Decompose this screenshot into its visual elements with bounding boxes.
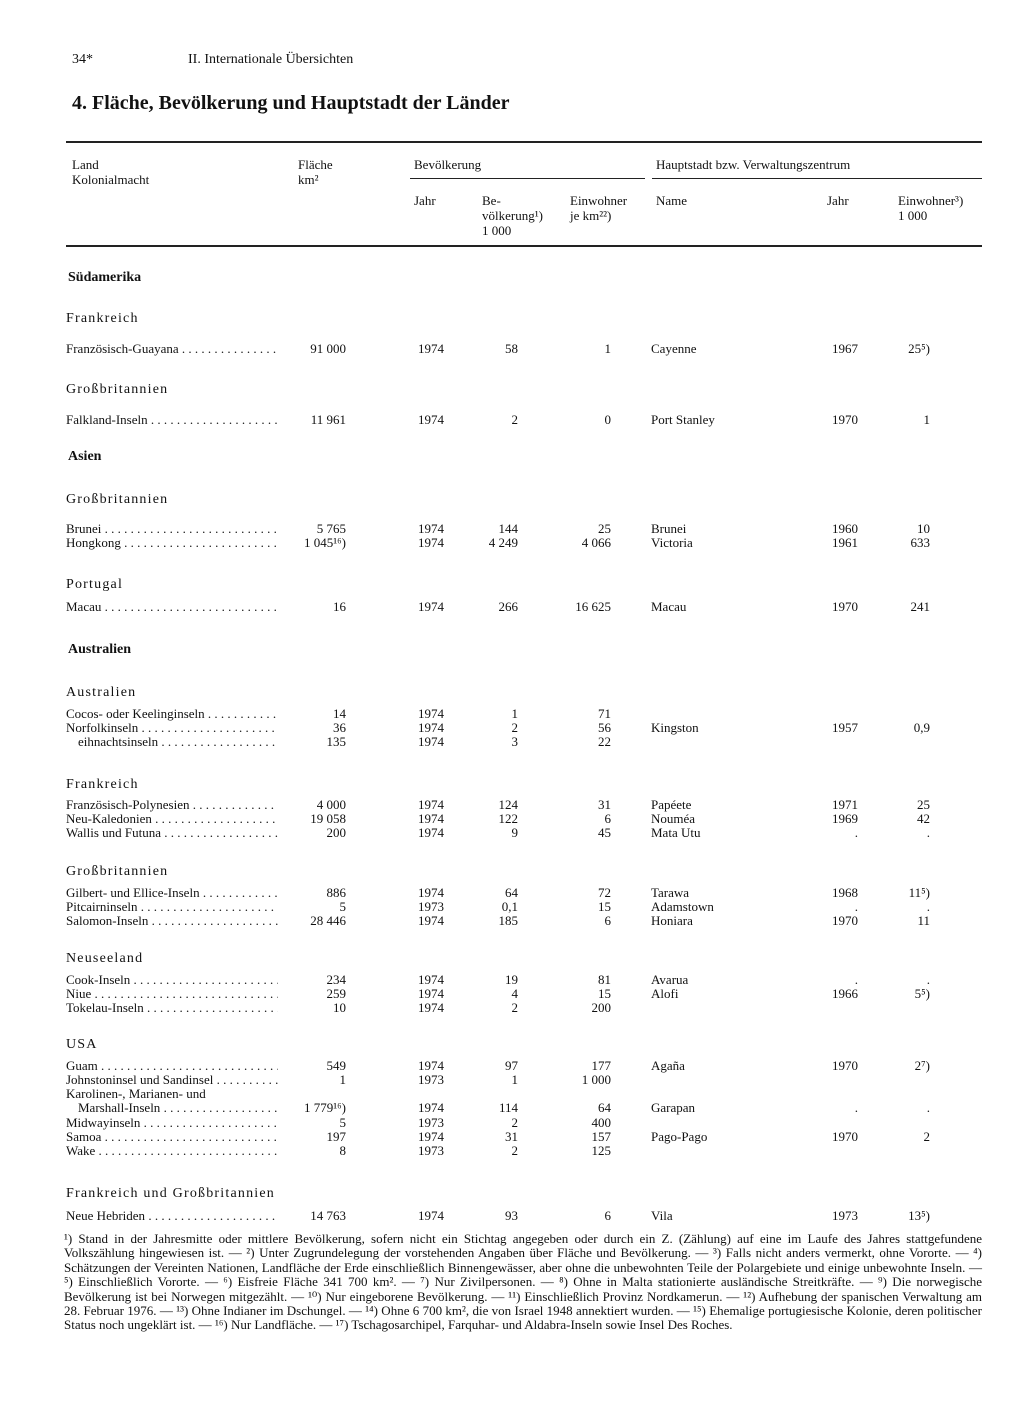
cell-bevoelkerung: 114 (498, 1100, 518, 1115)
table-row (0, 536, 1024, 550)
table-row (0, 600, 1024, 614)
cell-dichte: 31 (598, 797, 611, 812)
cell-bevoelkerung: 19 (505, 972, 518, 987)
cell-flaeche: 1 (339, 1072, 346, 1087)
cell-jahr: 1974 (418, 1000, 444, 1015)
cell-dichte: 16 625 (575, 599, 611, 614)
cell-land: Tokelau-Inseln . . . (66, 1001, 278, 1015)
cell-land: Midwayinseln . . . (66, 1116, 278, 1130)
section-title: II. Internationale Übersichten (188, 52, 354, 67)
cell-dichte: 71 (598, 706, 611, 721)
cell-flaeche: 197 (326, 1129, 346, 1144)
cell-dichte: 6 (604, 1208, 611, 1223)
cell-bevoelkerung: 144 (498, 521, 518, 536)
cell-flaeche: 5 (339, 1115, 346, 1130)
table-row (0, 1116, 1024, 1130)
header-kolonialmacht: Kolonialmacht (72, 172, 150, 187)
cell-bevoelkerung: 2 (511, 1143, 518, 1158)
cell-bevoelkerung: 1 (511, 1072, 518, 1087)
cell-hauptstadt: Alofi (651, 986, 679, 1001)
colonial-power-heading: Frankreich und Großbritannien (66, 1186, 275, 1201)
cell-land: Norfolkinseln . . . (66, 721, 278, 735)
cell-jahr: 1974 (418, 734, 444, 749)
cell-land: Niue . . . (66, 987, 278, 1001)
cell-jahr: 1974 (418, 599, 444, 614)
cell-land: Pitcairninseln . . . (66, 900, 278, 914)
header-h-ew-line1: Einwohner³) (898, 193, 964, 208)
cell-hauptstadt-einwohner: 25 (917, 797, 930, 812)
cell-bevoelkerung: 122 (498, 811, 518, 826)
cell-flaeche: 5 765 (316, 521, 346, 536)
cell-flaeche: 1 045¹⁶) (303, 535, 346, 550)
region-heading: Asien (68, 449, 102, 464)
cell-land: Neue Hebriden . . . (66, 1209, 278, 1223)
cell-jahr: 1974 (418, 1129, 444, 1144)
cell-dichte: 157 (591, 1129, 611, 1144)
header-rule (66, 245, 982, 247)
cell-jahr: 1974 (418, 706, 444, 721)
cell-hauptstadt: Pago-Pago (651, 1129, 708, 1144)
cell-jahr: 1974 (418, 535, 444, 550)
running-header (72, 52, 353, 68)
cell-flaeche: 91 000 (310, 341, 346, 356)
cell-hauptstadt: Adamstown (651, 899, 714, 914)
cell-hauptstadt-jahr: 1971 (832, 797, 858, 812)
cell-hauptstadt-jahr: 1966 (832, 986, 858, 1001)
footnote: ¹⁴) Ohne 6 700 km², die von Israel 1948 annektiert wurden. — (365, 1303, 690, 1319)
cell-bevoelkerung: 0,1 (501, 899, 518, 914)
cell-flaeche: 5 (339, 899, 346, 914)
cell-flaeche: 36 (333, 720, 346, 735)
cell-hauptstadt: Avarua (651, 972, 689, 987)
footnote: ¹) Stand in der Jahresmitte oder mittlere Bevölkerung, sofern nicht ein Stichtag angegeben oder durch ein Z. (Zählung) auf eine im Laufe des Jahres stattgefundene Volkszählung hingewiesen ist. — (64, 1231, 982, 1261)
header-ew-line1: Einwohner (570, 193, 628, 208)
top-rule (66, 141, 982, 143)
cell-land: Cook-Inseln . . . (66, 973, 278, 987)
cell-dichte: 72 (598, 885, 611, 900)
colonial-power-heading: USA (66, 1037, 98, 1052)
cell-jahr: 1973 (418, 1143, 444, 1158)
cell-hauptstadt: Honiara (651, 913, 693, 928)
table-row (0, 1001, 1024, 1015)
cell-hauptstadt-einwohner: 5⁵) (914, 986, 930, 1001)
cell-hauptstadt: Vila (651, 1208, 673, 1223)
table-row (0, 1059, 1024, 1073)
cell-bevoelkerung: 2 (511, 412, 518, 427)
cell-land: Wake . . . (66, 1144, 278, 1158)
cell-hauptstadt-jahr: 1970 (832, 1129, 858, 1144)
cell-jahr: 1974 (418, 885, 444, 900)
cell-jahr: 1974 (418, 972, 444, 987)
cell-hauptstadt: Cayenne (651, 341, 697, 356)
cell-hauptstadt-einwohner: 241 (910, 599, 930, 614)
footnotes (64, 1232, 982, 1333)
cell-land: Marshall-Inseln . . . (78, 1101, 278, 1115)
colonial-power-heading: Neuseeland (66, 951, 144, 966)
cell-hauptstadt-einwohner: 1 (923, 412, 930, 427)
colonial-power-heading: Frankreich (66, 777, 139, 792)
footnote: ⁹) Die norwegische Bevölkerung ist bei Norwegen mitgezählt. — (64, 1274, 983, 1304)
cell-flaeche: 135 (326, 734, 346, 749)
cell-dichte: 400 (591, 1115, 611, 1130)
cell-hauptstadt-jahr: 1969 (832, 811, 858, 826)
cell-jahr: 1974 (418, 1208, 444, 1223)
table-row (0, 973, 1024, 987)
cell-flaeche: 234 (326, 972, 346, 987)
table-row (0, 987, 1024, 1001)
cell-bevoelkerung: 2 (511, 720, 518, 735)
footnote: ¹⁷) Tschagosarchipel, Farquhar- und Aldabra-Inseln sowie Insel Des Roches. (335, 1317, 733, 1333)
cell-jahr: 1974 (418, 986, 444, 1001)
cell-hauptstadt-jahr: 1973 (832, 1208, 858, 1223)
cell-dichte: 6 (604, 811, 611, 826)
cell-jahr: 1974 (418, 825, 444, 840)
table-row (0, 707, 1024, 721)
cell-jahr: 1973 (418, 899, 444, 914)
cell-hauptstadt-einwohner: 2⁷) (914, 1058, 930, 1073)
cell-land: Gilbert- und Ellice-Inseln . . . (66, 886, 278, 900)
cell-flaeche: 259 (326, 986, 346, 1001)
footnote: ⁶) Eisfreie Fläche 341 700 km². — (223, 1274, 415, 1290)
cell-land: Hongkong . . . (66, 536, 278, 550)
hauptstadt-rule (652, 178, 982, 179)
cell-dichte: 22 (598, 734, 611, 749)
table-row (0, 1073, 1024, 1087)
cell-land: Macau . . . (66, 600, 278, 614)
cell-hauptstadt: Macau (651, 599, 687, 614)
cell-hauptstadt: Victoria (651, 535, 693, 550)
cell-hauptstadt-einwohner: 25⁵) (908, 341, 930, 356)
cell-jahr: 1974 (418, 341, 444, 356)
cell-dichte: 25 (598, 521, 611, 536)
cell-hauptstadt: Port Stanley (651, 412, 715, 427)
cell-hauptstadt-einwohner: 10 (917, 521, 930, 536)
table-row (0, 1101, 1024, 1115)
cell-hauptstadt-einwohner: 0,9 (913, 720, 930, 735)
cell-hauptstadt: Kingston (651, 720, 699, 735)
cell-dichte: 15 (598, 986, 611, 1001)
cell-jahr: 1974 (418, 811, 444, 826)
cell-flaeche: 200 (326, 825, 346, 840)
header-bevoelkerung: Bevölkerung (414, 157, 482, 172)
cell-hauptstadt-einwohner: 11⁵) (908, 885, 930, 900)
cell-jahr: 1974 (418, 1058, 444, 1073)
cell-flaeche: 14 763 (310, 1208, 346, 1223)
region-heading: Australien (68, 642, 131, 657)
cell-hauptstadt-einwohner: . (926, 899, 930, 914)
table-row (0, 735, 1024, 749)
table-row (0, 1144, 1024, 1158)
cell-dichte: 15 (598, 899, 611, 914)
cell-bevoelkerung: 4 249 (488, 535, 518, 550)
table-row (0, 798, 1024, 812)
cell-hauptstadt-jahr: 1957 (832, 720, 858, 735)
cell-flaeche: 886 (326, 885, 346, 900)
cell-hauptstadt-einwohner: . (926, 972, 930, 987)
table-row (0, 1209, 1024, 1223)
cell-hauptstadt-jahr: 1970 (832, 1058, 858, 1073)
header-bev-line1: Be- (482, 193, 501, 208)
cell-land: Falkland-Inseln . . . (66, 413, 278, 427)
cell-hauptstadt-jahr: 1967 (832, 341, 858, 356)
cell-bevoelkerung: 97 (505, 1058, 518, 1073)
cell-land: Französisch-Polynesien . . . (66, 798, 278, 812)
cell-hauptstadt-einwohner: . (926, 825, 930, 840)
cell-land: Französisch-Guayana . . . (66, 342, 278, 356)
cell-land: eihnachtsinseln . . . (78, 735, 278, 749)
footnote: ¹¹) Einschließlich Provinz Nordkamerun. — (508, 1288, 740, 1304)
cell-hauptstadt: Tarawa (651, 885, 690, 900)
cell-jahr: 1974 (418, 913, 444, 928)
cell-bevoelkerung: 9 (511, 825, 518, 840)
cell-hauptstadt: Brunei (651, 521, 687, 536)
header-h-ew-line2: 1 000 (898, 208, 928, 223)
cell-bevoelkerung: 124 (498, 797, 518, 812)
footnote: ⁷) Nur Zivilpersonen. — (420, 1274, 554, 1290)
cell-jahr: 1973 (418, 1072, 444, 1087)
page-number: 34* (72, 52, 93, 67)
header-hauptstadt: Hauptstadt bzw. Verwaltungszentrum (656, 157, 851, 172)
table-row (0, 1087, 1024, 1101)
cell-hauptstadt-jahr: 1961 (832, 535, 858, 550)
cell-hauptstadt-jahr: 1970 (832, 913, 858, 928)
cell-land: Salomon-Inseln . . . (66, 914, 278, 928)
cell-jahr: 1974 (418, 797, 444, 812)
bevoelkerung-rule (410, 178, 645, 179)
cell-hauptstadt-einwohner: 2 (923, 1129, 930, 1144)
cell-jahr: 1973 (418, 1115, 444, 1130)
cell-hauptstadt-jahr: . (854, 972, 858, 987)
cell-jahr: 1974 (418, 412, 444, 427)
cell-hauptstadt-einwohner: 42 (917, 811, 930, 826)
header-flaeche: Fläche (298, 157, 333, 172)
footnote: ⁴) Schätzungen der Vereinten Nationen, Landfläche der Erde einschließlich Binnengewässer, aber ohne die unbewohnten Teile der Polargebiete und einige unbewohnte Inseln. — (64, 1245, 983, 1275)
cell-flaeche: 8 (339, 1143, 346, 1158)
cell-land: Samoa . . . (66, 1130, 278, 1144)
table-row (0, 914, 1024, 928)
cell-dichte: 56 (598, 720, 611, 735)
table-row (0, 1130, 1024, 1144)
cell-land: Johnstoninsel und Sandinsel . . . (66, 1073, 278, 1087)
cell-hauptstadt: Nouméa (651, 811, 696, 826)
cell-hauptstadt: Mata Utu (651, 825, 701, 840)
footnote: ³) Falls nicht anders vermerkt, ohne Vororte. — (713, 1245, 969, 1261)
header-h-jahr: Jahr (827, 193, 849, 208)
cell-hauptstadt-jahr: 1960 (832, 521, 858, 536)
footnote: ¹⁶) Nur Landfläche. — (214, 1317, 333, 1333)
cell-flaeche: 28 446 (310, 913, 346, 928)
header-land: Land (72, 157, 99, 172)
cell-flaeche: 4 000 (316, 797, 346, 812)
cell-bevoelkerung: 1 (511, 706, 518, 721)
cell-bevoelkerung: 93 (505, 1208, 518, 1223)
table-row (0, 886, 1024, 900)
cell-hauptstadt-einwohner: . (926, 1100, 930, 1115)
cell-dichte: 1 000 (581, 1072, 611, 1087)
cell-hauptstadt: Agaña (651, 1058, 685, 1073)
cell-hauptstadt-jahr: 1970 (832, 599, 858, 614)
footnote: ⁵) Einschließlich Vororte. — (64, 1274, 218, 1290)
cell-hauptstadt-jahr: . (854, 1100, 858, 1115)
cell-dichte: 200 (591, 1000, 611, 1015)
cell-hauptstadt: Garapan (651, 1100, 696, 1115)
cell-flaeche: 549 (326, 1058, 346, 1073)
cell-bevoelkerung: 31 (505, 1129, 518, 1144)
cell-dichte: 1 (604, 341, 611, 356)
table-title: 4. Fläche, Bevölkerung und Hauptstadt der Länder (72, 92, 510, 114)
colonial-power-heading: Portugal (66, 577, 124, 592)
colonial-power-heading: Frankreich (66, 311, 139, 326)
header-bev-line3: 1 000 (482, 223, 512, 238)
cell-bevoelkerung: 3 (511, 734, 518, 749)
footnote: ¹²) Aufhebung der spanischen Verwaltung am 28. Februar 1976. — (64, 1288, 983, 1319)
cell-bevoelkerung: 2 (511, 1000, 518, 1015)
footnote: ¹⁵) Ehemalige portugiesische Kolonie, deren politischer Status noch ungeklärt ist. — (64, 1303, 982, 1333)
header-flaeche-unit: km² (298, 172, 319, 187)
cell-hauptstadt-jahr: . (854, 825, 858, 840)
cell-dichte: 177 (591, 1058, 611, 1073)
cell-flaeche: 16 (333, 599, 346, 614)
cell-dichte: 125 (591, 1143, 611, 1158)
cell-land: Wallis und Futuna . . . (66, 826, 278, 840)
cell-hauptstadt-einwohner: 13⁵) (908, 1208, 930, 1223)
cell-hauptstadt-jahr: 1968 (832, 885, 858, 900)
table-row (0, 413, 1024, 427)
footnote: ¹⁰) Nur eingeborene Bevölkerung. — (308, 1288, 505, 1304)
header-ew-line2: je km²²) (570, 208, 612, 223)
header-name: Name (656, 193, 688, 208)
cell-bevoelkerung: 58 (505, 341, 518, 356)
cell-jahr: 1974 (418, 521, 444, 536)
table-row (0, 900, 1024, 914)
cell-bevoelkerung: 2 (511, 1115, 518, 1130)
cell-jahr: 1974 (418, 720, 444, 735)
cell-hauptstadt: Papéete (651, 797, 692, 812)
table-row (0, 721, 1024, 735)
cell-dichte: 64 (598, 1100, 611, 1115)
cell-dichte: 45 (598, 825, 611, 840)
footnote: ²) Unter Zugrundelegung der vorstehenden Angaben über Fläche und Bevölkerung. — (246, 1245, 709, 1261)
cell-land: Cocos- oder Keelinginseln . . . (66, 707, 278, 721)
cell-land: Brunei . . . (66, 522, 278, 536)
cell-jahr: 1974 (418, 1100, 444, 1115)
cell-dichte: 4 066 (581, 535, 611, 550)
table-row (0, 342, 1024, 356)
region-heading: Südamerika (68, 270, 142, 285)
cell-hauptstadt-jahr: 1970 (832, 412, 858, 427)
colonial-power-heading: Großbritannien (66, 492, 169, 507)
colonial-power-heading: Großbritannien (66, 864, 169, 879)
cell-flaeche: 11 961 (310, 412, 346, 427)
cell-dichte: 0 (604, 412, 611, 427)
cell-dichte: 81 (598, 972, 611, 987)
cell-bevoelkerung: 64 (505, 885, 518, 900)
cell-bevoelkerung: 185 (498, 913, 518, 928)
cell-flaeche: 1 779¹⁶) (303, 1100, 346, 1115)
cell-land: Neu-Kaledonien . . . (66, 812, 278, 826)
cell-land: Guam . . . (66, 1059, 278, 1073)
cell-hauptstadt-jahr: . (854, 899, 858, 914)
cell-flaeche: 10 (333, 1000, 346, 1015)
cell-land: Karolinen-, Marianen- und (66, 1087, 206, 1101)
cell-flaeche: 14 (333, 706, 346, 721)
header-bev-line2: völkerung¹) (482, 208, 543, 223)
footnote: ¹³) Ohne Indianer im Dschungel. — (176, 1303, 362, 1319)
cell-hauptstadt-einwohner: 633 (910, 535, 930, 550)
table-row (0, 826, 1024, 840)
header-jahr: Jahr (414, 193, 436, 208)
colonial-power-heading: Australien (66, 685, 137, 700)
cell-bevoelkerung: 4 (511, 986, 518, 1001)
cell-dichte: 6 (604, 913, 611, 928)
footnote: ⁸) Ohne in Malta stationierte ausländische Streitkräfte. — (559, 1274, 873, 1290)
colonial-power-heading: Großbritannien (66, 382, 169, 397)
table-row (0, 522, 1024, 536)
cell-bevoelkerung: 266 (498, 599, 518, 614)
table-row (0, 812, 1024, 826)
cell-hauptstadt-einwohner: 11 (917, 913, 930, 928)
cell-flaeche: 19 058 (310, 811, 346, 826)
